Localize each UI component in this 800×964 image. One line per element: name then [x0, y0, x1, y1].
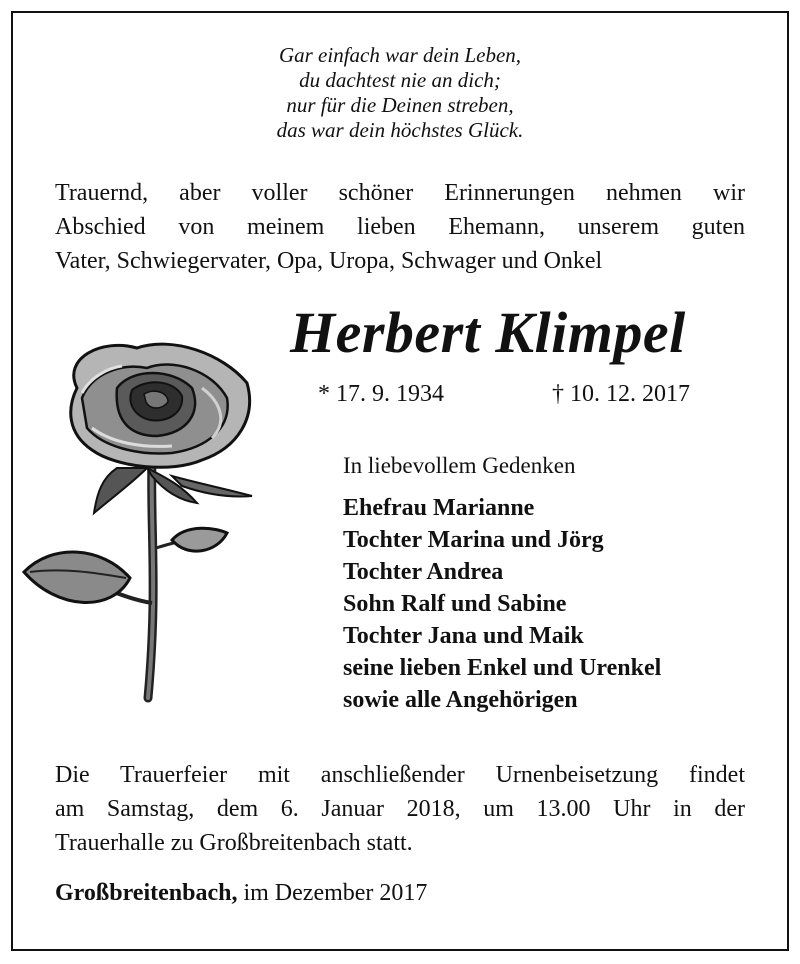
- mourners-list: [343, 492, 661, 716]
- poem-line: das war dein höchstes Glück.: [276, 118, 524, 142]
- mourner: Tochter Jana und Maik: [343, 623, 584, 649]
- intro-line: Vater, Schwiegervater, Opa, Uropa, Schwager und Onkel: [55, 248, 603, 274]
- deceased-name: Herbert Klimpel: [290, 300, 686, 365]
- poem: [0, 43, 800, 143]
- mourner: seine lieben Enkel und Urenkel: [343, 655, 662, 681]
- mourner: Ehefrau Marianne: [343, 495, 535, 521]
- service-line: am Samstag, dem 6. Januar 2018, um 13.00 Uhr in der: [55, 796, 745, 822]
- place-month: im Dezember 2017: [237, 880, 428, 906]
- poem-line: nur für die Deinen streben,: [286, 93, 514, 117]
- service-line: Die Trauerfeier mit anschließender Urnenbeisetzung findet: [55, 762, 745, 788]
- intro-line: Abschied von meinem lieben Ehemann, unserem guten: [55, 214, 745, 240]
- funeral-service-text: [55, 758, 745, 860]
- poem-line: Gar einfach war dein Leben,: [278, 43, 522, 67]
- place-date: [55, 876, 427, 910]
- service-line: Trauerhalle zu Großbreitenbach statt.: [55, 830, 413, 856]
- place-town: Großbreitenbach,: [55, 880, 238, 906]
- mourner: Sohn Ralf und Sabine: [343, 591, 567, 617]
- mourner: Tochter Andrea: [343, 559, 504, 585]
- poem-line: du dachtest nie an dich;: [299, 68, 501, 92]
- mourner: Tochter Marina und Jörg: [343, 527, 604, 553]
- memorial-phrase: In liebevollem Gedenken: [343, 453, 576, 478]
- death-date: † 10. 12. 2017: [552, 381, 690, 407]
- rose-icon: [22, 328, 262, 708]
- birth-date: * 17. 9. 1934: [318, 381, 444, 407]
- intro-text: [55, 176, 745, 278]
- mourner: sowie alle Angehörigen: [343, 687, 578, 713]
- intro-line: Trauernd, aber voller schöner Erinnerungen nehmen wir: [55, 180, 745, 206]
